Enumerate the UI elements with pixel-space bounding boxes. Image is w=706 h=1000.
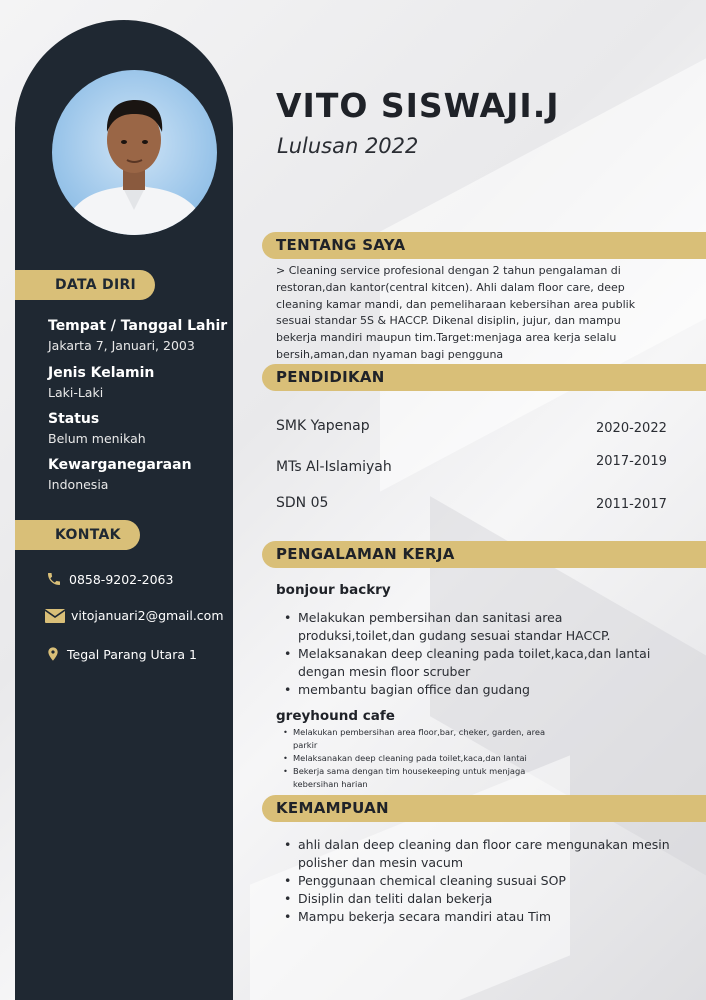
list-item: • membantu bagian office dan gudang (298, 681, 650, 699)
education-years: 2017-2019 (596, 454, 667, 469)
list-item: • Melakukan pembersihan area floor,bar, cheker, garden, area (293, 726, 545, 739)
contact-address (45, 645, 197, 663)
about-line: restoran,dan kantor(central kitcen). Ahli dalam floor care, deep (276, 280, 625, 294)
education-school: MTs Al-Islamiyah (276, 459, 392, 475)
profile-photo (52, 70, 217, 235)
field-value: Belum menikah (48, 431, 146, 446)
about-heading: TENTANG SAYA (262, 232, 706, 259)
job-duties (298, 609, 650, 699)
list-item: produksi,toilet,dan gudang sesuai standar HACCP. (298, 628, 611, 643)
contact-phone (45, 571, 173, 587)
experience-heading: PENGALAMAN KERJA (262, 541, 706, 568)
candidate-subtitle: Lulusan 2022 (277, 134, 419, 158)
about-line: sesuai standar 5S & HACCP. Dikenal disiplin, jujur, dan mampu (276, 314, 621, 328)
contact-text: 0858-9202-2063 (69, 571, 174, 587)
about-line: bekerja mandiri maupun tim.Target:menjaga area kerja selalu (276, 331, 617, 345)
job-company: greyhound cafe (276, 708, 395, 724)
list-item: kebersihan harian (293, 779, 368, 789)
contact-text: Tegal Parang Utara 1 (67, 646, 197, 662)
data-diri-heading: DATA DIRI (15, 270, 155, 300)
list-item: • Melaksanakan deep cleaning pada toilet,kaca,dan lantai (293, 752, 545, 765)
field-label: Tempat / Tanggal Lahir (48, 318, 228, 334)
about-line: bersih,aman,dan nyaman bagi pengguna (276, 347, 504, 361)
list-item: • Melakukan pembersihan dan sanitasi area (298, 609, 650, 627)
field-value: Jakarta 7, Januari, 2003 (48, 338, 195, 353)
field-label: Kewarganegaraan (48, 457, 192, 473)
job-company: bonjour backry (276, 582, 391, 598)
kontak-heading: KONTAK (15, 520, 140, 550)
list-item: • Melaksanakan deep cleaning pada toilet,kaca,dan lantai (298, 645, 650, 663)
contact-email (45, 608, 224, 623)
education-heading: PENDIDIKAN (262, 364, 706, 391)
skills-heading: KEMAMPUAN (262, 795, 706, 822)
mail-icon (45, 609, 65, 623)
list-item: • Penggunaan chemical cleaning susuai SOP (298, 872, 670, 890)
about-text (276, 263, 666, 364)
field-label: Jenis Kelamin (48, 365, 155, 381)
field-status (48, 411, 146, 446)
list-item: • Disiplin dan teliti dalan bekerja (298, 890, 670, 908)
education-school: SMK Yapenap (276, 418, 370, 434)
list-item: parkir (293, 740, 318, 750)
education-years: 2011-2017 (596, 497, 667, 512)
field-birth (48, 318, 227, 353)
list-item: • Mampu bekerja secara mandiri atau Tim (298, 908, 670, 926)
education-years: 2020-2022 (596, 421, 667, 436)
job-duties (293, 726, 545, 791)
field-nationality (48, 457, 192, 492)
list-item: polisher dan mesin vacum (298, 855, 464, 870)
list-item: • Bekerja sama dengan tim housekeeping untuk menjaga (293, 765, 545, 778)
skills-list (298, 836, 670, 926)
field-gender (48, 365, 154, 400)
candidate-name: VITO SISWAJI.J (276, 86, 560, 125)
education-school: SDN 05 (276, 495, 329, 511)
phone-icon (45, 571, 63, 587)
field-value: Indonesia (48, 477, 109, 492)
list-item: • ahli dalan deep cleaning dan floor care mengunakan mesin (298, 836, 670, 854)
field-value: Laki-Laki (48, 385, 104, 400)
about-line: cleaning kamar mandi, dan pemeliharaan kebersihan area publik (276, 297, 636, 311)
field-label: Status (48, 411, 100, 427)
location-pin-icon (45, 645, 61, 663)
list-item: dengan mesin floor scruber (298, 664, 471, 679)
about-line: > Cleaning service profesional dengan 2 tahun pengalaman di (276, 264, 621, 277)
sidebar-panel (15, 20, 233, 1000)
contact-text: vitojanuari2@gmail.com (71, 608, 224, 623)
